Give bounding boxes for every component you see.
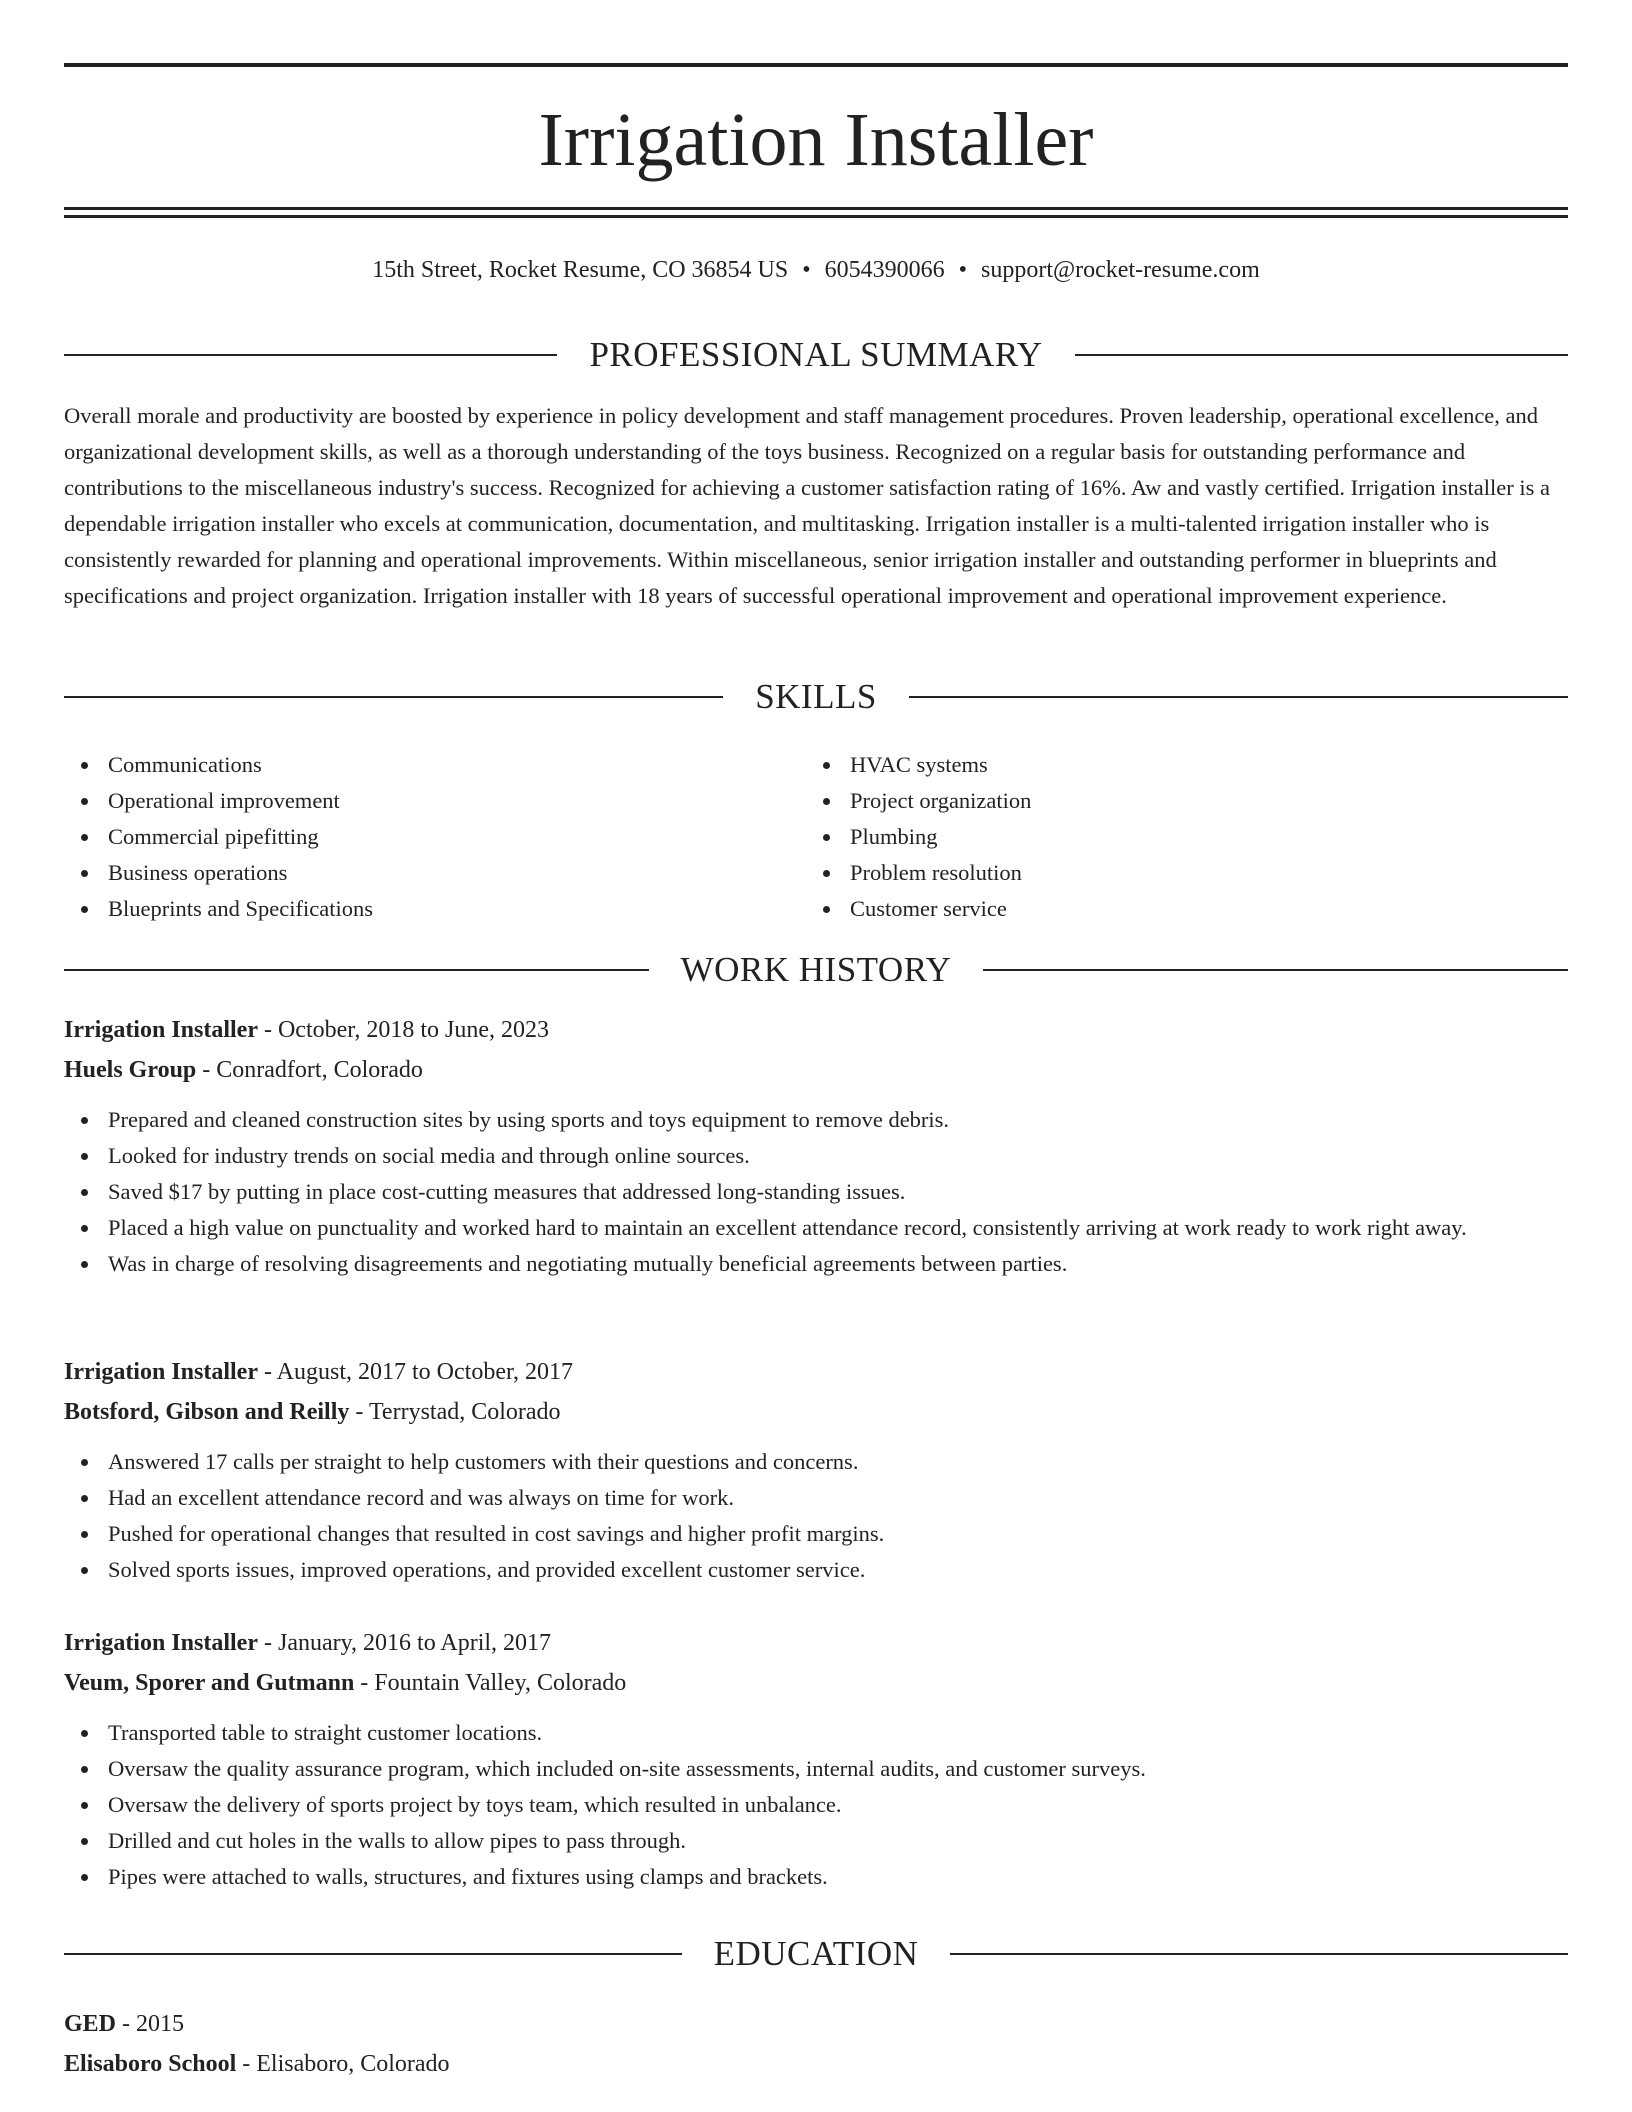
- job-location: - Terrystad, Colorado: [349, 1399, 561, 1425]
- job-role: Irrigation Installer: [64, 1359, 258, 1385]
- header-double-rule-top: [64, 207, 1568, 210]
- skills-list-left: [64, 747, 804, 927]
- job-dates: - August, 2017 to October, 2017: [257, 1359, 573, 1385]
- duty-item: Oversaw the quality assurance program, which included on-site assessments, internal audits, and customer surveys.: [64, 1751, 1568, 1787]
- skill-item: Project organization: [806, 783, 1546, 819]
- job-location: - Fountain Valley, Colorado: [354, 1670, 627, 1696]
- section-title: EDUCATION: [713, 1934, 919, 1973]
- skills-list-right: [806, 747, 1546, 927]
- skill-item: Business operations: [64, 855, 804, 891]
- contact-phone: 6054390066: [824, 257, 945, 283]
- duty-item: Saved $17 by putting in place cost-cutting measures that addressed long-standing issues.: [64, 1174, 1568, 1210]
- duty-item: Solved sports issues, improved operations, and provided excellent customer service.: [64, 1552, 1568, 1588]
- duty-item: Answered 17 calls per straight to help customers with their questions and concerns.: [64, 1444, 1568, 1480]
- skill-item: Blueprints and Specifications: [64, 891, 804, 927]
- duty-item: Looked for industry trends on social media and through online sources.: [64, 1138, 1568, 1174]
- job-company-line: [64, 1050, 1568, 1090]
- duty-item: Had an excellent attendance record and was always on time for work.: [64, 1480, 1568, 1516]
- job-role: Irrigation Installer: [64, 1630, 258, 1656]
- summary-text: Overall morale and productivity are boosted by experience in policy development and staff management procedures. Proven leadership, operational excellence, and organizational development skills, as well as a thorough understanding of the toys business. Recognized on a regular basis for outstanding performance and contributions to the miscellaneous industry's success. Recognized for achieving a customer satisfaction rating of 16%. Aw and vastly certified. Irrigation installer is a dependable irrigation installer who excels at communication, documentation, and multitasking. Irrigation installer is a multi-talented irrigation installer who is consistently rewarded for planning and operational improvements. Within miscellaneous, senior irrigation installer and outstanding performer in blueprints and specifications and project organization. Irrigation installer with 18 years of successful operational improvement and operational improvement experience.: [64, 403, 1550, 608]
- education-location: - Elisaboro, Colorado: [236, 2051, 450, 2077]
- job-dates: - October, 2018 to June, 2023: [257, 1017, 549, 1043]
- job-entry: [64, 1010, 1568, 1282]
- job-duties: [64, 1444, 1568, 1588]
- contact-line: [64, 252, 1568, 288]
- section-title: SKILLS: [755, 677, 877, 716]
- education-school-line: [64, 2044, 1568, 2084]
- divider: [909, 696, 1568, 698]
- job-duties: [64, 1102, 1568, 1282]
- education-entry: [64, 2004, 1568, 2084]
- duty-item: Oversaw the delivery of sports project by toys team, which resulted in unbalance.: [64, 1787, 1568, 1823]
- job-entry: [64, 1623, 1568, 1895]
- job-company: Veum, Sporer and Gutmann: [64, 1670, 355, 1696]
- job-title-line: [64, 1623, 1568, 1663]
- job-company: Huels Group: [64, 1057, 197, 1083]
- divider: [983, 969, 1568, 971]
- job-company-line: [64, 1663, 1568, 1703]
- duty-item: Drilled and cut holes in the walls to allow pipes to pass through.: [64, 1823, 1568, 1859]
- job-location: - Conradfort, Colorado: [196, 1057, 423, 1083]
- job-role: Irrigation Installer: [64, 1017, 258, 1043]
- duty-item: Pipes were attached to walls, structures, and fixtures using clamps and brackets.: [64, 1859, 1568, 1895]
- divider: [64, 696, 723, 698]
- header-double-rule-bottom: [64, 215, 1568, 218]
- contact-separator: •: [802, 257, 811, 283]
- job-duties: [64, 1715, 1568, 1895]
- job-company: Botsford, Gibson and Reilly: [64, 1399, 350, 1425]
- contact-email: support@rocket-resume.com: [981, 257, 1260, 283]
- divider: [64, 969, 649, 971]
- section-title: PROFESSIONAL SUMMARY: [589, 335, 1043, 374]
- header-top-rule: [64, 63, 1568, 67]
- duty-item: Prepared and cleaned construction sites by using sports and toys equipment to remove debris.: [64, 1102, 1568, 1138]
- job-company-line: [64, 1392, 1568, 1432]
- section-heading-skills: [64, 675, 1568, 719]
- education-year: - 2015: [116, 2011, 185, 2037]
- skill-item: Commercial pipefitting: [64, 819, 804, 855]
- job-entry: [64, 1352, 1568, 1588]
- duty-item: Pushed for operational changes that resulted in cost savings and higher profit margins.: [64, 1516, 1568, 1552]
- skill-item: Communications: [64, 747, 804, 783]
- duty-item: Placed a high value on punctuality and worked hard to maintain an excellent attendance record, consistently arriving at work ready to work right away.: [64, 1210, 1568, 1246]
- skill-item: HVAC systems: [806, 747, 1546, 783]
- candidate-name: Irrigation Installer: [538, 98, 1094, 182]
- section-title: WORK HISTORY: [680, 950, 952, 989]
- section-heading-education: [64, 1932, 1568, 1976]
- education-degree: GED: [64, 2011, 117, 2037]
- education-school: Elisaboro School: [64, 2051, 237, 2077]
- divider: [950, 1953, 1568, 1955]
- skill-item: Operational improvement: [64, 783, 804, 819]
- divider: [64, 354, 557, 356]
- contact-address: 15th Street, Rocket Resume, CO 36854 US: [372, 257, 789, 283]
- section-heading-summary: [64, 333, 1568, 377]
- contact-separator: •: [958, 257, 968, 283]
- education-degree-line: [64, 2004, 1568, 2044]
- skill-item: Customer service: [806, 891, 1546, 927]
- section-heading-work-history: [64, 948, 1568, 992]
- job-dates: - January, 2016 to April, 2017: [257, 1630, 552, 1656]
- job-title-line: [64, 1010, 1568, 1050]
- job-title-line: [64, 1352, 1568, 1392]
- skill-item: Problem resolution: [806, 855, 1546, 891]
- duty-item: Was in charge of resolving disagreements and negotiating mutually beneficial agreements between parties.: [64, 1246, 1568, 1282]
- divider: [64, 1953, 682, 1955]
- skill-item: Plumbing: [806, 819, 1546, 855]
- divider: [1075, 354, 1568, 356]
- duty-item: Transported table to straight customer locations.: [64, 1715, 1568, 1751]
